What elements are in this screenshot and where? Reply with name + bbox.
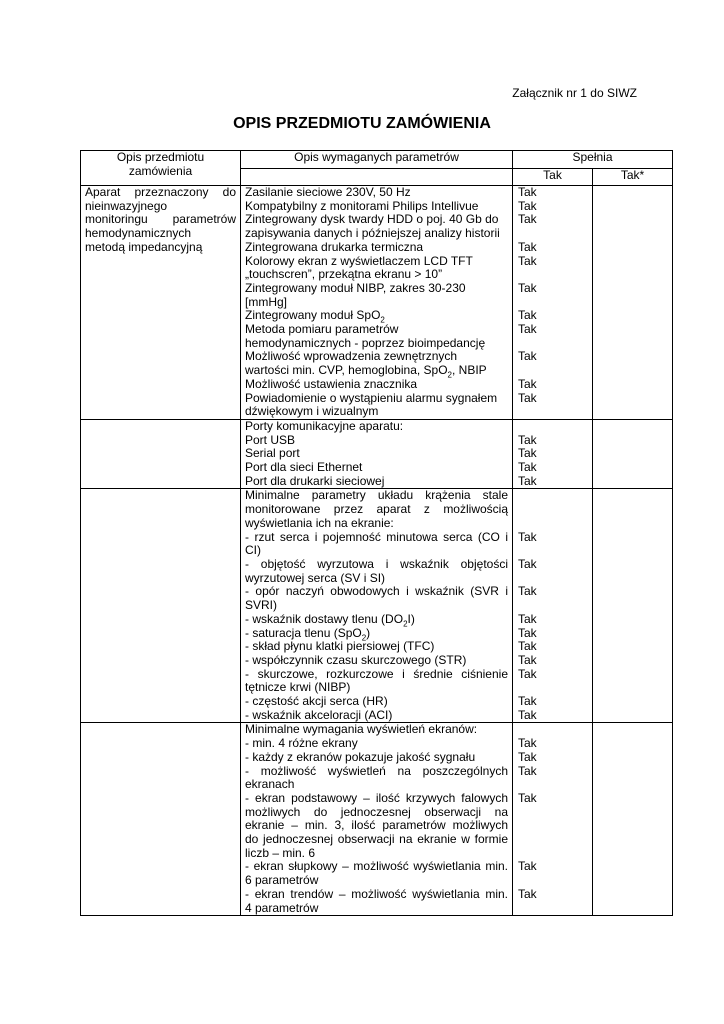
subscript: 2 — [447, 370, 452, 380]
tak-mark — [518, 268, 588, 282]
param-line: Kompatybilny z monitorami Philips Intellivue — [245, 198, 479, 213]
param-line: Minimalne wymagania wyświetleń ekranów: — [245, 722, 478, 737]
param-line: ekranie – min. 3, ilość parametrów możliwych — [245, 818, 508, 833]
tak-mark: Tak — [518, 253, 537, 268]
param-line: - ekran słupkowy – możliwość wyświetlania min. — [245, 859, 508, 874]
table-row — [81, 723, 673, 916]
param-line: wyrzutowej serca (SV i SI) — [245, 570, 386, 585]
desc-line: monitoringu parametrów — [85, 212, 236, 227]
header-tak-star: Tak* — [593, 169, 673, 186]
tak-mark: Tak — [518, 446, 537, 461]
tak-mark — [518, 296, 588, 310]
tak-mark: Tak — [518, 280, 537, 295]
param-line: Port USB — [245, 432, 296, 447]
param-line: Zintegrowany dysk twardy HDD o poj. 40 Gb do — [245, 212, 499, 227]
row2-description — [81, 419, 241, 489]
row1-params — [241, 186, 513, 420]
tak-mark — [518, 364, 588, 378]
param-line: - objętość wyrzutowa i wskaźnik objętości — [245, 556, 508, 571]
param-text: - wskaźnik dostawy tlenu (DO — [245, 611, 404, 626]
param-line: - każdy z ekranów pokazuje jakość sygnału — [245, 749, 476, 764]
param-line: Możliwość ustawienia znacznika — [245, 376, 418, 391]
row1-tak-star — [593, 186, 673, 420]
header-col-description: Opis przedmiotu zamówienia — [81, 151, 241, 186]
row4-tak-star — [593, 723, 673, 916]
param-line: - wskaźnik akceloracji (ACI) — [245, 707, 393, 722]
param-text: , NBIP — [452, 363, 487, 378]
tak-mark: Tak — [518, 625, 537, 640]
tak-mark: Tak — [518, 639, 537, 654]
header-tak: Tak — [513, 169, 593, 186]
tak-mark: Tak — [518, 556, 537, 571]
param-line: liczb – min. 6 — [245, 845, 316, 860]
param-line: - częstość akcji serca (HR) — [245, 694, 388, 709]
tak-mark: Tak — [518, 239, 537, 254]
tak-mark: Tak — [518, 432, 537, 447]
param-line: - ekran trendów – możliwość wyświetlania min. — [245, 886, 508, 901]
param-text: ) — [366, 625, 371, 640]
param-line: - możliwość wyświetleń na poszczególnych — [245, 763, 508, 778]
tak-mark: Tak — [518, 308, 537, 323]
tak-mark: Tak — [518, 376, 537, 391]
param-line: Serial port — [245, 446, 300, 461]
tak-mark: Tak — [518, 666, 537, 681]
param-line: Zintegrowany moduł NIBP, zakres 30-230 — [245, 280, 466, 295]
header-col-params: Opis wymaganych parametrów — [241, 151, 513, 169]
param-line: monitorowane przez aparat z możliwością — [245, 502, 508, 517]
tak-mark: Tak — [518, 859, 537, 874]
row4-params — [241, 723, 513, 916]
row2-tak-star — [593, 419, 673, 489]
header-row — [81, 151, 673, 169]
param-line: możliwych do jednoczesnej obserwacji na — [245, 804, 508, 819]
param-line: dźwiękowym i wizualnym — [245, 404, 379, 419]
tak-mark: Tak — [518, 736, 537, 751]
param-line: „touchscren”, przekątna ekranu > 10” — [245, 267, 443, 282]
param-text: wartości min. CVP, hemoglobina, SpO — [245, 363, 448, 378]
desc-line: hemodynamicznych — [85, 226, 192, 241]
tak-mark: Tak — [518, 611, 537, 626]
param-line: [mmHg] — [245, 294, 287, 309]
row3-tak — [513, 489, 593, 723]
row1-description — [81, 186, 241, 420]
param-line: tętnicze krwi (NIBP) — [245, 680, 351, 695]
table-row — [81, 489, 673, 723]
desc-line: metodą impedancyjną — [85, 239, 203, 254]
tak-mark: Tak — [518, 886, 537, 901]
param-text: Zintegrowany moduł SpO — [245, 308, 381, 323]
tak-mark: Tak — [518, 185, 537, 199]
table-row — [81, 186, 673, 420]
param-line: Minimalne parametry układu krążenia stale — [245, 488, 508, 503]
param-line: Port dla drukarki sieciowej — [245, 473, 385, 488]
tak-mark: Tak — [518, 790, 537, 805]
param-line: - skurczowe, rozkurczowe i średnie ciśnienie — [245, 666, 508, 681]
param-line: SVRI) — [245, 598, 278, 613]
param-line — [245, 627, 508, 641]
annex-label: Załącznik nr 1 do SIWZ — [512, 86, 637, 100]
param-line — [245, 613, 508, 627]
tak-mark: Tak — [518, 529, 537, 544]
param-line: - ekran podstawowy – ilość krzywych falowych — [245, 790, 508, 805]
subscript: 2 — [380, 315, 385, 325]
table-row — [81, 419, 673, 489]
tak-mark: Tak — [518, 707, 537, 722]
tak-mark: Tak — [518, 749, 537, 764]
tak-mark — [518, 420, 588, 434]
tak-mark: Tak — [518, 763, 537, 778]
param-line: Metoda pomiaru parametrów — [245, 322, 399, 337]
tak-mark: Tak — [518, 652, 537, 667]
tak-mark: Tak — [518, 322, 537, 337]
subscript: 2 — [361, 632, 367, 642]
param-text: I) — [407, 611, 415, 626]
tak-mark: Tak — [518, 198, 537, 213]
param-line — [245, 364, 508, 378]
param-line: Zasilanie sieciowe 230V, 50 Hz — [245, 185, 411, 199]
param-line: zapisywania danych i późniejszej analizy historii — [245, 226, 500, 241]
tak-mark: Tak — [518, 584, 537, 599]
param-line — [245, 309, 508, 323]
param-line: Możliwość wprowadzenia zewnętrznych — [245, 349, 458, 364]
param-line: - współczynnik czasu skurczowego (STR) — [245, 652, 467, 667]
tak-mark: Tak — [518, 212, 537, 227]
desc-line: Aparat przeznaczony do — [85, 185, 236, 199]
header-empty-cell — [241, 169, 513, 186]
tak-mark — [518, 227, 588, 241]
row2-tak — [513, 419, 593, 489]
tak-mark: Tak — [518, 694, 537, 709]
requirements-table — [80, 150, 673, 916]
param-line: wyświetlania ich na ekranie: — [245, 515, 394, 530]
row3-description — [81, 489, 241, 723]
tak-mark: Tak — [518, 349, 537, 364]
param-line: 4 parametrów — [245, 900, 319, 915]
param-line: Zintegrowana drukarka termiczna — [245, 239, 424, 254]
tak-mark — [518, 337, 588, 351]
param-line: CI) — [245, 543, 261, 558]
param-line: ekranach — [245, 777, 295, 792]
param-line: do jednoczesnej obserwacji na ekranie w formie — [245, 832, 508, 847]
tak-mark: Tak — [518, 390, 537, 405]
row2-params — [241, 419, 513, 489]
row1-tak — [513, 186, 593, 420]
param-line: Porty komunikacyjne aparatu: — [245, 418, 404, 433]
param-line: 6 parametrów — [245, 873, 319, 888]
param-line: Port dla sieci Ethernet — [245, 460, 363, 475]
row3-tak-star — [593, 489, 673, 723]
param-line: hemodynamicznych - poprzez bioimpedancję — [245, 335, 486, 350]
param-line: Powiadomienie o wystąpieniu alarmu sygnałem — [245, 390, 498, 405]
param-line: - rzut serca i pojemność minutowa serca (CO i — [245, 529, 508, 544]
row4-tak — [513, 723, 593, 916]
param-line: - opór naczyń obwodowych i wskaźnik (SVR i — [245, 584, 508, 599]
row3-params — [241, 489, 513, 723]
param-text: - saturacja tlenu (SpO — [245, 625, 362, 640]
tak-mark: Tak — [518, 460, 537, 475]
subscript: 2 — [403, 619, 408, 629]
row4-description — [81, 723, 241, 916]
param-line: - skład płynu klatki piersiowej (TFC) — [245, 639, 435, 654]
page-title: OPIS PRZEDMIOTU ZAMÓWIENIA — [233, 115, 491, 132]
tak-mark: Tak — [518, 473, 537, 488]
param-line: - min. 4 różne ekrany — [245, 736, 358, 751]
header-col-complies: Spełnia — [513, 151, 673, 169]
desc-line: nieinwazyjnego — [85, 198, 168, 213]
param-line: Kolorowy ekran z wyświetlaczem LCD TFT — [245, 253, 473, 268]
